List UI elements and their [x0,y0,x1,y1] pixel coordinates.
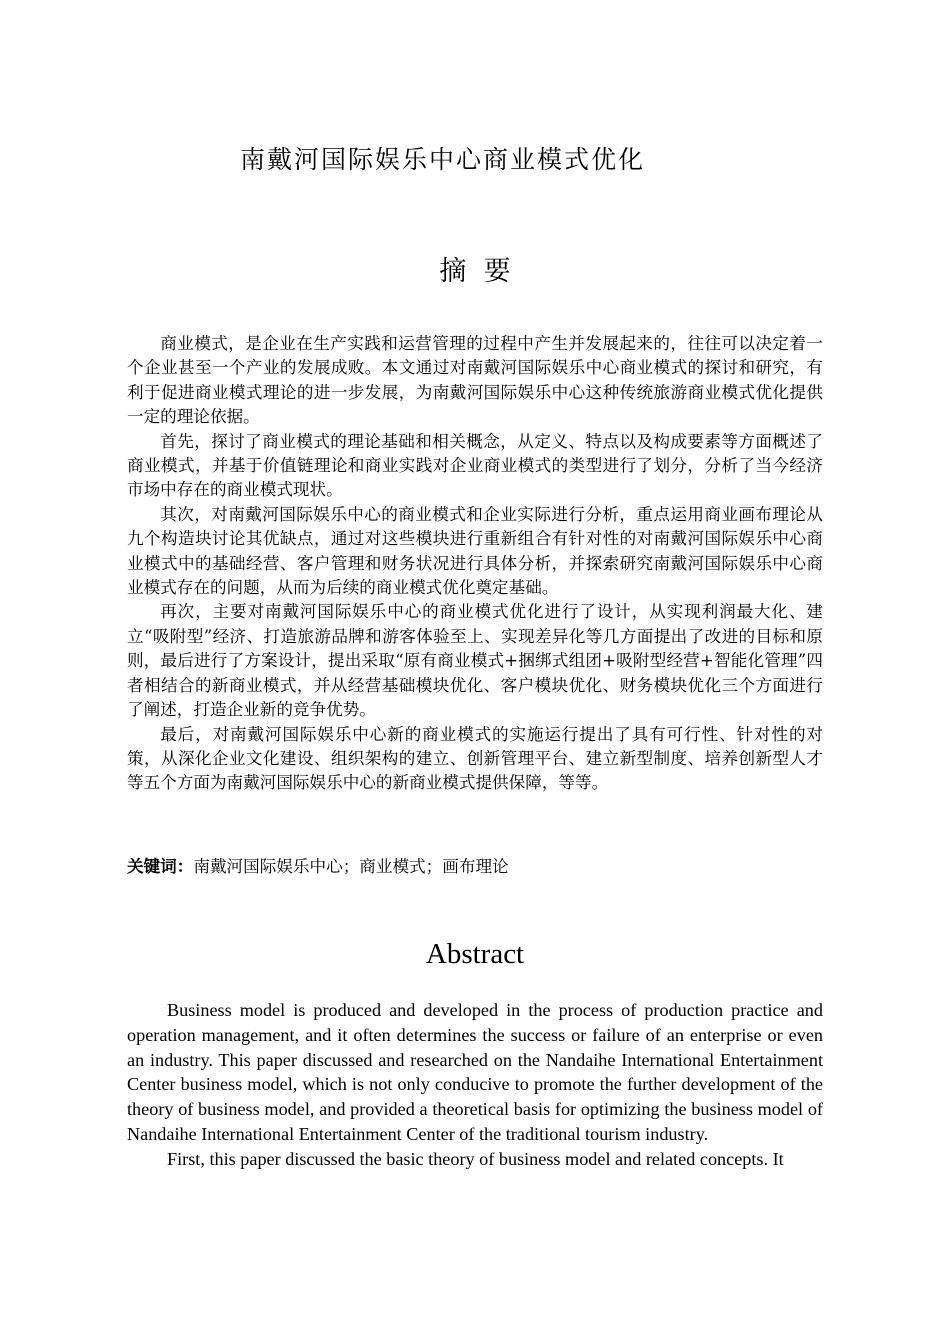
english-abstract-paragraph: Business model is produced and developed in the process of production practice and operation management, and it often determines the success or failure of an enterprise or even an industry. This paper discussed and researched on the Nandaihe International Entertainment Center business model, which is not only conducive to promote the further development of the theory of business model, and provided a theoretical basis for optimizing the business model of Nandaihe International Entertainment Center of the traditional tourism industry. [127,1000,823,1144]
keywords-label: 关键词： [127,857,194,876]
document-title: 南戴河国际娱乐中心商业模式优化 [239,145,645,174]
english-abstract-body [127,998,823,1172]
chinese-abstract-paragraph: 再次，主要对南戴河国际娱乐中心的商业模式优化进行了设计，从实现利润最大化、建立“吸附型”经济、打造旅游品牌和游客体验至上、实现差异化等几方面提出了改进的目标和原则，最后进行了方案设计，提出采取“原有商业模式+捆绑式组团+吸附型经营+智能化管理”四者相结合的新商业模式，并从经营基础模块优化、客户模块优化、财务模块优化三个方面进行了阐述，打造企业新的竞争优势。 [127,602,823,720]
english-abstract-heading: Abstract [425,938,525,970]
chinese-abstract-paragraph: 其次，对南戴河国际娱乐中心的商业模式和企业实际进行分析，重点运用商业画布理论从九个构造块讨论其优缺点，通过对这些模块进行重新组合有针对性的对南戴河国际娱乐中心商业模式中的基础经营、客户管理和财务状况进行具体分析，并探索研究南戴河国际娱乐中心商业模式存在的问题，从而为后续的商业模式优化奠定基础。 [127,504,823,598]
chinese-abstract-body [127,332,823,796]
keywords-text: 南戴河国际娱乐中心；商业模式；画布理论 [193,857,509,876]
chinese-abstract-heading: 摘 要 [439,256,511,287]
english-abstract-paragraph: First, this paper discussed the basic theory of business model and related concepts. It [167,1148,784,1169]
chinese-abstract-paragraph: 首先，探讨了商业模式的理论基础和相关概念，从定义、特点以及构成要素等方面概述了商业模式，并基于价值链理论和商业实践对企业商业模式的类型进行了划分，分析了当今经济市场中存在的商业模式现状。 [127,431,823,500]
chinese-abstract-paragraph: 商业模式，是企业在生产实践和运营管理的过程中产生并发展起来的，往往可以决定着一个企业甚至一个产业的发展成败。本文通过对南戴河国际娱乐中心商业模式的探讨和研究，有利于促进商业模式理论的进一步发展，为南戴河国际娱乐中心这种传统旅游商业模式优化提供一定的理论依据。 [127,334,823,427]
chinese-abstract-paragraph: 最后，对南戴河国际娱乐中心新的商业模式的实施运行提出了具有可行性、针对性的对策，从深化企业文化建设、组织架构的建立、创新管理平台、建立新型制度、培养创新型人才等五个方面为南戴河国际娱乐中心的新商业模式提供保障，等等。 [127,724,823,793]
keywords-line [127,854,823,880]
